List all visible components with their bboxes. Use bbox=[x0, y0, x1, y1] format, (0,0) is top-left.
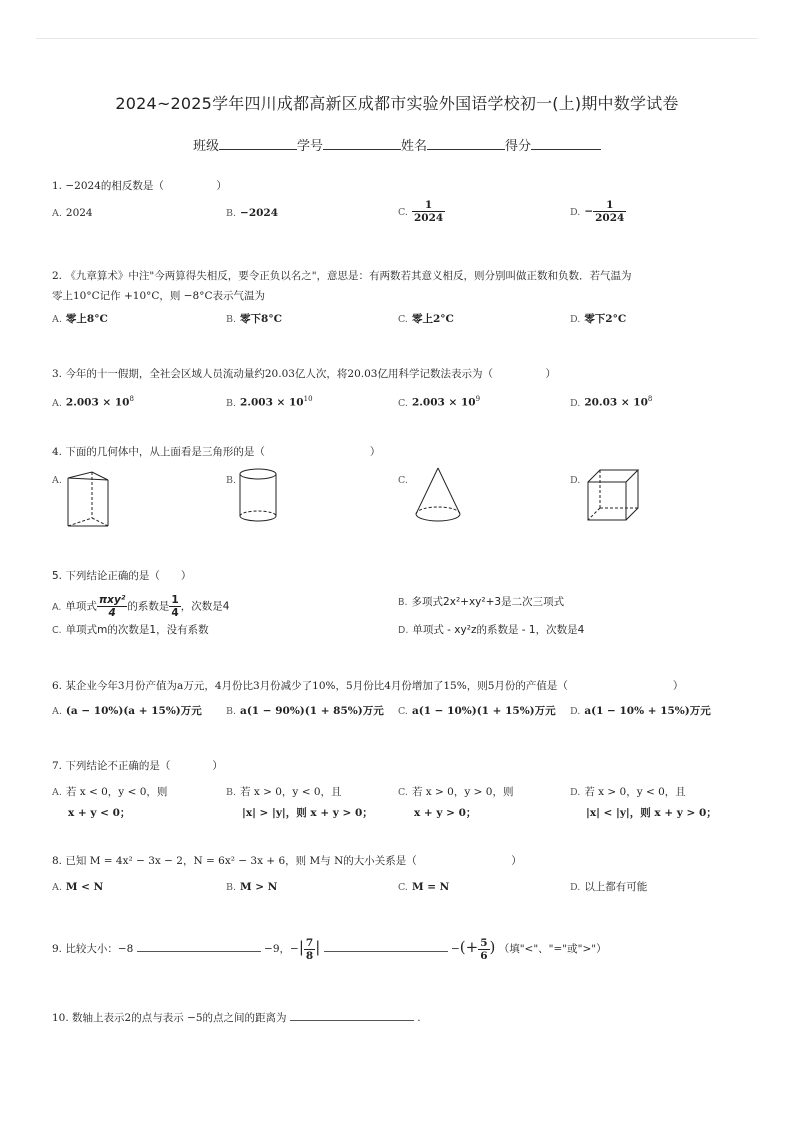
q1-option-a[interactable]: A. 2024 bbox=[52, 207, 93, 219]
question-number: 4. bbox=[52, 446, 63, 458]
q3-option-a[interactable]: A. $2.003 \times 10^8$ bbox=[52, 395, 134, 409]
fraction: $\frac{1}{2024}$ bbox=[595, 199, 625, 224]
question-number: 1. bbox=[52, 180, 63, 192]
fraction: $\frac{7}{8}$ bbox=[305, 936, 314, 962]
class-label: 班级 bbox=[192, 139, 219, 154]
fraction: $\frac{1}{4}$ bbox=[171, 594, 179, 619]
q4-option-b[interactable]: B. bbox=[226, 475, 237, 486]
question-number: 10. bbox=[52, 1012, 69, 1024]
q8-option-c[interactable]: C. M = N bbox=[398, 881, 450, 893]
question-stem: 下面的几何体中，从上面看是三角形的是（ ） bbox=[65, 446, 381, 458]
question-5 bbox=[52, 566, 754, 586]
question-9: 9. 比较大小：−8 −9，−| $\frac{7}{8}$ | −(+ $\frac{5}{6}$ ) （填"<"、"="或">"） bbox=[52, 936, 607, 962]
q3-option-d[interactable]: D. $20.03 \times 10^8$ bbox=[570, 395, 653, 409]
q8-option-d[interactable]: D. 以上都有可能 bbox=[570, 881, 648, 893]
q5-option-d[interactable]: D. 单项式 - xy²z的系数是 - 1，次数是4 bbox=[398, 624, 585, 636]
q3-option-c[interactable]: C. $2.003 \times 10^9$ bbox=[398, 395, 481, 409]
q2-option-b[interactable]: B. 零下8°C bbox=[226, 313, 282, 325]
id-blank[interactable] bbox=[323, 137, 401, 150]
question-number: 6. bbox=[52, 680, 63, 692]
page-top-rule bbox=[36, 38, 758, 39]
q2-option-a[interactable]: A. 零上8°C bbox=[52, 313, 108, 325]
q7-option-b[interactable]: B. 若 x > 0，y < 0，且 |x| > |y|，则 x + y > 0； bbox=[226, 786, 373, 819]
question-stem: −2024的相反数是（ ） bbox=[65, 180, 227, 192]
q2-option-d[interactable]: D. 零下2°C bbox=[570, 313, 627, 325]
question-2 bbox=[52, 266, 754, 306]
question-stem: 某企业今年3月份产值为a万元，4月份比3月份减少了10%，5月份比4月份增加了15%，则5月份的产值是（ ） bbox=[65, 680, 684, 692]
score-blank[interactable] bbox=[531, 137, 601, 150]
q1-option-b[interactable]: B. −2024 bbox=[226, 207, 279, 219]
page-title: 2024~2025学年四川成都高新区成都市实验外国语学校初一(上)期中数学试卷 bbox=[115, 94, 679, 113]
question-10: 10. 数轴上表示2的点与表示 −5的点之间的距离为 . bbox=[52, 1008, 754, 1028]
fraction: $\frac{1}{2024}$ bbox=[413, 199, 444, 224]
q1-option-d[interactable]: D. − $\frac{1}{2024}$ bbox=[570, 199, 625, 224]
q4-option-a[interactable]: A. bbox=[52, 475, 62, 486]
class-blank[interactable] bbox=[219, 137, 297, 150]
q6-option-d[interactable]: D. a(1 − 10% + 15%)万元 bbox=[570, 705, 711, 717]
q3-option-b[interactable]: B. $2.003 \times 10^{10}$ bbox=[226, 395, 313, 409]
question-8 bbox=[52, 851, 754, 871]
q6-option-b[interactable]: B. a(1 − 90%)(1 + 85%)万元 bbox=[226, 705, 384, 717]
cone-figure bbox=[414, 466, 464, 526]
q5-option-a[interactable]: A. 单项式 $\frac{\text{πxy²}}{4}$ 的系数是 $\frac{1}{4}$ ，次数是4 bbox=[52, 594, 230, 619]
triangular-prism-figure bbox=[64, 470, 112, 530]
q7-option-a[interactable]: A. 若 x < 0，y < 0，则 x + y < 0； bbox=[52, 786, 168, 819]
answer-blank[interactable] bbox=[290, 1008, 414, 1021]
question-4 bbox=[52, 442, 754, 462]
question-3 bbox=[52, 364, 754, 384]
question-number: 7. bbox=[52, 760, 63, 772]
question-stem-line2: 零上10°C记作 +10°C，则 −8°C表示气温为 bbox=[52, 290, 266, 302]
answer-blank-2[interactable] bbox=[324, 939, 448, 952]
question-stem: 《九章算术》中注"今两算得失相反，要令正负以名之"，意思是：有两数若其意义相反，则分别叫做正数和负数．若气温为 bbox=[65, 270, 632, 282]
question-stem: 下列结论不正确的是（ ） bbox=[65, 760, 223, 772]
q5-option-c[interactable]: C. 单项式m的次数是1，没有系数 bbox=[52, 624, 209, 636]
name-blank[interactable] bbox=[427, 137, 505, 150]
answer-blank-1[interactable] bbox=[137, 939, 261, 952]
q8-option-a[interactable]: A. M < N bbox=[52, 881, 104, 893]
question-number: 2. bbox=[52, 270, 63, 282]
question-number: 5. bbox=[52, 570, 63, 582]
q2-option-c[interactable]: C. 零上2°C bbox=[398, 313, 454, 325]
question-number: 8. bbox=[52, 855, 63, 867]
score-label: 得分 bbox=[505, 139, 532, 154]
q7-option-c[interactable]: C. 若 x > 0，y > 0，则 x + y > 0； bbox=[398, 786, 514, 819]
fraction: $\frac{\text{πxy²}}{4}$ bbox=[98, 594, 126, 619]
q5-option-b[interactable]: B. 多项式2x²+xy²+3是二次三项式 bbox=[398, 596, 565, 608]
question-stem: 下列结论正确的是（ ） bbox=[65, 570, 192, 582]
question-7 bbox=[52, 756, 754, 776]
q1-option-c[interactable]: C. $\frac{1}{2024}$ bbox=[398, 199, 444, 224]
cube-figure bbox=[586, 468, 642, 524]
fraction: $\frac{5}{6}$ bbox=[480, 936, 488, 962]
student-info-line bbox=[0, 135, 794, 154]
cylinder-figure bbox=[238, 468, 282, 526]
question-number: 9. bbox=[52, 943, 63, 955]
q6-option-c[interactable]: C. a(1 − 10%)(1 + 15%)万元 bbox=[398, 705, 556, 717]
question-stem: 已知 M = 4x² − 3x − 2，N = 6x² − 3x + 6，则 M与 N的大小关系是（ ） bbox=[65, 855, 522, 867]
id-label: 学号 bbox=[296, 139, 323, 154]
question-stem: 数轴上表示2的点与表示 −5的点之间的距离为 bbox=[72, 1012, 287, 1024]
question-6 bbox=[52, 676, 754, 696]
question-1 bbox=[52, 176, 754, 196]
q7-option-d[interactable]: D. 若 x > 0，y < 0，且 |x| < |y|，则 x + y > 0； bbox=[570, 786, 717, 819]
question-stem: 今年的十一假期，全社会区域人员流动量约20.03亿人次，将20.03亿用科学记数法表示为（ ） bbox=[65, 368, 556, 380]
q8-option-b[interactable]: B. M > N bbox=[226, 881, 278, 893]
name-label: 姓名 bbox=[401, 139, 428, 154]
q4-option-d[interactable]: D. bbox=[570, 475, 581, 486]
q4-option-c[interactable]: C. bbox=[398, 475, 408, 486]
q6-option-a[interactable]: A. (a − 10%)(a + 15%)万元 bbox=[52, 705, 202, 717]
question-number: 3. bbox=[52, 368, 63, 380]
